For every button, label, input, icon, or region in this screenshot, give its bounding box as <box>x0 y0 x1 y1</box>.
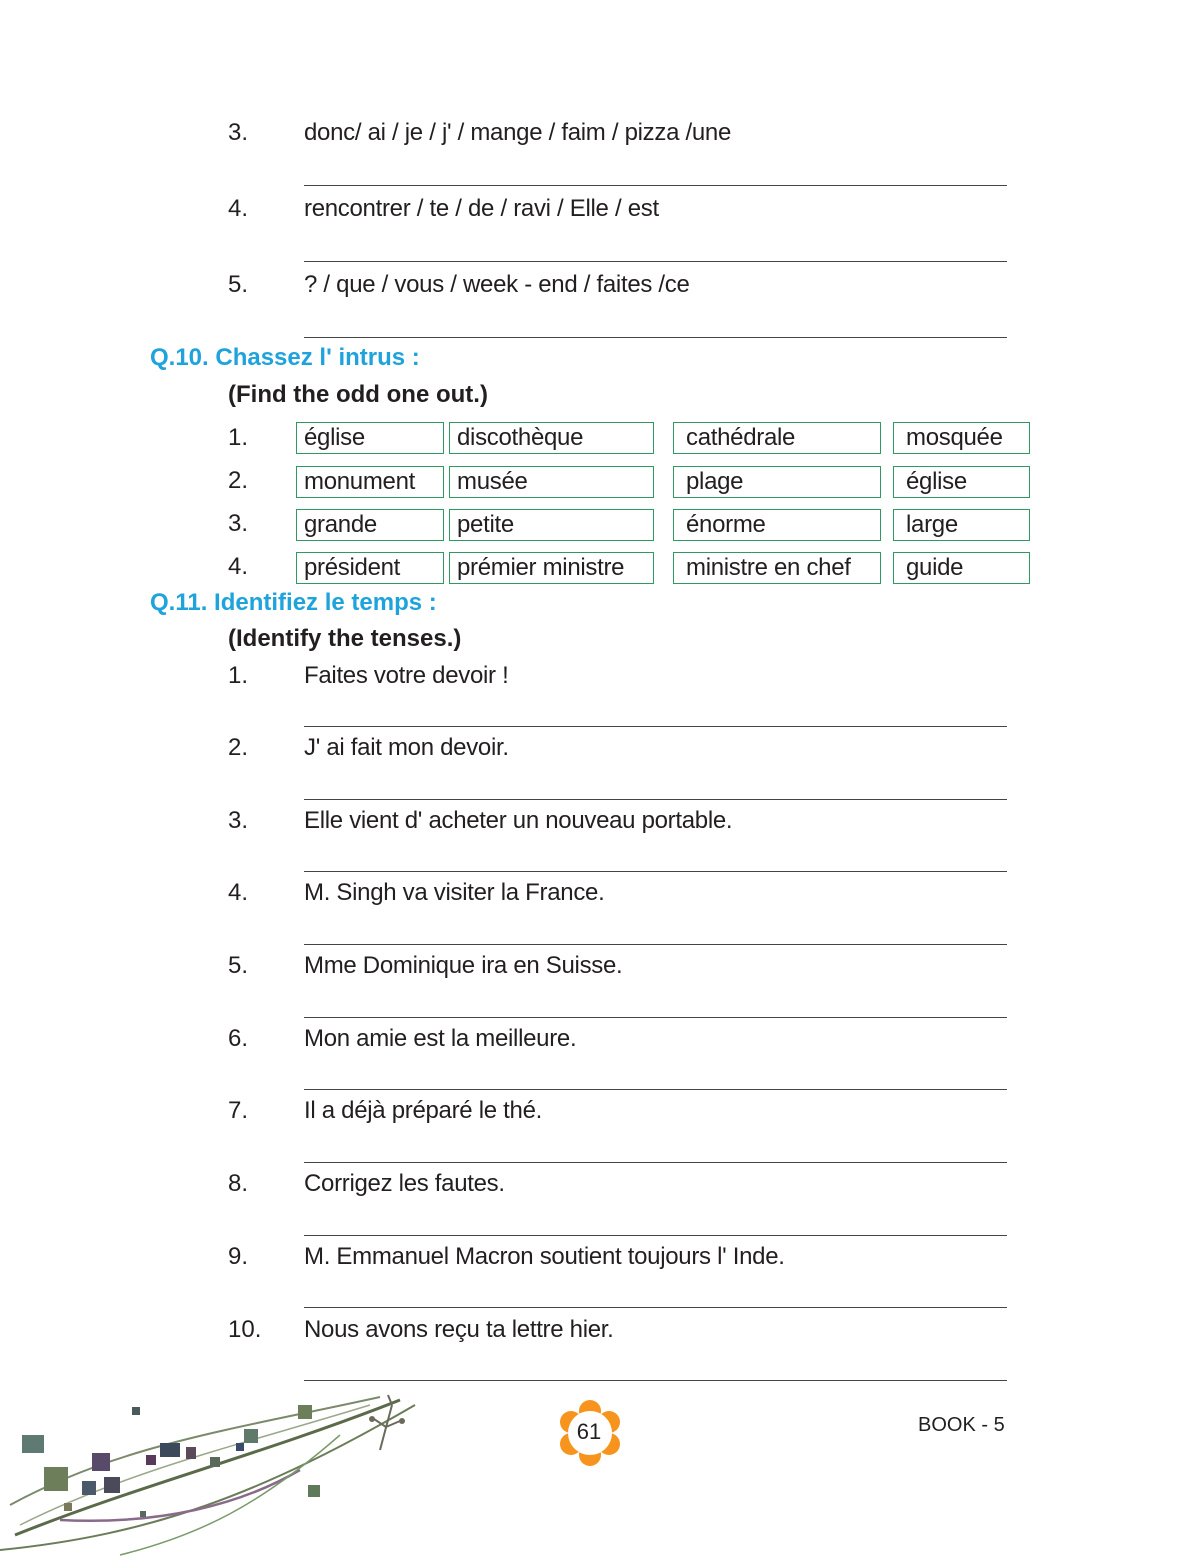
tense-sentence: Mme Dominique ira en Suisse. <box>304 952 623 979</box>
word-box[interactable]: petite <box>449 509 654 541</box>
word-box[interactable]: musée <box>449 466 654 498</box>
answer-line[interactable] <box>304 1162 1007 1163</box>
answer-line[interactable] <box>304 1235 1007 1236</box>
item-number: 5. <box>228 952 249 979</box>
tense-sentence: Mon amie est la meilleure. <box>304 1025 577 1052</box>
item-number: 2. <box>228 734 249 761</box>
answer-line[interactable] <box>304 1089 1007 1090</box>
item-number: 6. <box>228 1025 249 1052</box>
word-box[interactable]: monument <box>296 466 444 498</box>
word-box[interactable]: prémier ministre <box>449 552 654 584</box>
tense-sentence: M. Emmanuel Macron soutient toujours l' Inde. <box>304 1243 785 1270</box>
word-box[interactable]: plage <box>673 466 881 498</box>
item-number: 7. <box>228 1097 249 1124</box>
row-number: 2. <box>228 467 249 494</box>
word-box[interactable]: guide <box>893 552 1030 584</box>
row-number: 1. <box>228 424 249 451</box>
answer-line[interactable] <box>304 1380 1007 1381</box>
item-number: 4. <box>228 195 249 222</box>
answer-line[interactable] <box>304 261 1007 262</box>
word-box[interactable]: cathédrale <box>673 422 881 454</box>
answer-line[interactable] <box>304 185 1007 186</box>
jumbled-sentence: donc/ ai / je / j' / mange / faim / pizza /une <box>304 119 732 146</box>
decorative-swoosh-icon <box>0 1385 440 1563</box>
word-box[interactable]: église <box>893 466 1030 498</box>
tense-sentence: Corrigez les fautes. <box>304 1170 505 1197</box>
jumbled-sentence: ? / que / vous / week - end / faites /ce <box>304 271 690 298</box>
row-number: 4. <box>228 553 249 580</box>
word-box[interactable]: église <box>296 422 444 454</box>
q10-subheading: (Find the odd one out.) <box>228 381 488 408</box>
item-number: 3. <box>228 807 249 834</box>
q11-subheading: (Identify the tenses.) <box>228 625 462 652</box>
word-box[interactable]: grande <box>296 509 444 541</box>
answer-line[interactable] <box>304 726 1007 727</box>
word-box[interactable]: énorme <box>673 509 881 541</box>
book-label: BOOK - 5 <box>918 1414 1005 1436</box>
page-number: 61 <box>576 1419 602 1444</box>
tense-sentence: J' ai fait mon devoir. <box>304 734 509 761</box>
item-number: 3. <box>228 119 249 146</box>
q10-heading: Q.10. Chassez l' intrus : <box>150 344 420 371</box>
row-number: 3. <box>228 510 249 537</box>
tense-sentence: Faites votre devoir ! <box>304 662 509 689</box>
tense-sentence: Elle vient d' acheter un nouveau portable. <box>304 807 733 834</box>
tense-sentence: Il a déjà préparé le thé. <box>304 1097 542 1124</box>
word-box[interactable]: discothèque <box>449 422 654 454</box>
answer-line[interactable] <box>304 871 1007 872</box>
answer-line[interactable] <box>304 799 1007 800</box>
tense-sentence: Nous avons reçu ta lettre hier. <box>304 1316 614 1343</box>
answer-line[interactable] <box>304 1307 1007 1308</box>
answer-line[interactable] <box>304 944 1007 945</box>
answer-line[interactable] <box>304 337 1007 338</box>
item-number: 9. <box>228 1243 249 1270</box>
word-box[interactable]: large <box>893 509 1030 541</box>
jumbled-sentence: rencontrer / te / de / ravi / Elle / est <box>304 195 659 222</box>
word-box[interactable]: ministre en chef <box>673 552 881 584</box>
item-number: 5. <box>228 271 249 298</box>
item-number: 8. <box>228 1170 249 1197</box>
word-box[interactable]: président <box>296 552 444 584</box>
word-box[interactable]: mosquée <box>893 422 1030 454</box>
answer-line[interactable] <box>304 1017 1007 1018</box>
q11-heading: Q.11. Identifiez le temps : <box>150 589 437 616</box>
item-number: 1. <box>228 662 249 689</box>
item-number: 4. <box>228 879 249 906</box>
item-number: 10. <box>228 1316 262 1343</box>
tense-sentence: M. Singh va visiter la France. <box>304 879 605 906</box>
